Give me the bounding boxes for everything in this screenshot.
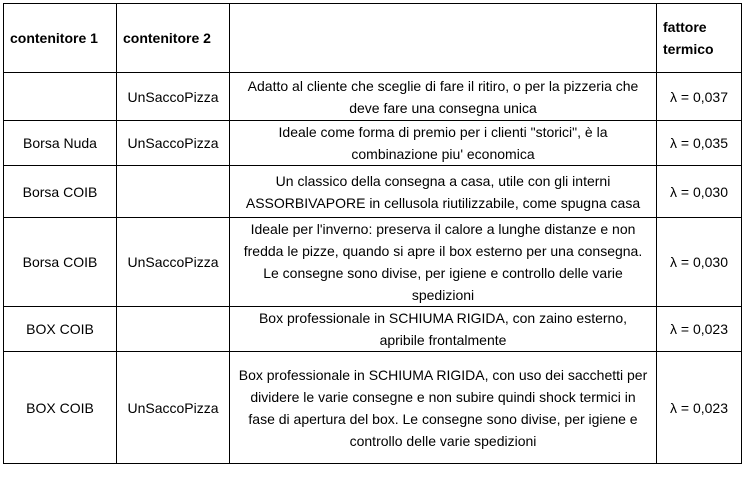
header-descrizione — [230, 4, 657, 73]
cell-fattore-termico: λ = 0,037 — [657, 73, 742, 121]
cell-contenitore-2 — [117, 166, 230, 218]
table-row — [4, 218, 742, 307]
cell-contenitore-2: UnSaccoPizza — [117, 121, 230, 166]
cell-descrizione: Ideale come forma di premio per i clienti "storici", è la combinazione piu' economica — [230, 121, 657, 166]
cell-fattore-termico: λ = 0,030 — [657, 218, 742, 307]
header-row — [4, 4, 742, 73]
cell-fattore-termico: λ = 0,023 — [657, 352, 742, 464]
cell-contenitore-1: Borsa COIB — [4, 166, 117, 218]
header-fattore-termico: fattore termico — [657, 4, 742, 73]
cell-contenitore-1: Borsa Nuda — [4, 121, 117, 166]
cell-contenitore-1: BOX COIB — [4, 307, 117, 352]
cell-contenitore-1 — [4, 73, 117, 121]
cell-descrizione: Box professionale in SCHIUMA RIGIDA, con zaino esterno, apribile frontalmente — [230, 307, 657, 352]
cell-fattore-termico: λ = 0,035 — [657, 121, 742, 166]
header-contenitore-1: contenitore 1 — [4, 4, 117, 73]
cell-contenitore-1: Borsa COIB — [4, 218, 117, 307]
cell-contenitore-2: UnSaccoPizza — [117, 352, 230, 464]
cell-contenitore-2: UnSaccoPizza — [117, 73, 230, 121]
cell-contenitore-2 — [117, 307, 230, 352]
cell-descrizione: Ideale per l'inverno: preserva il calore a lunghe distanze e non fredda le pizze, quando si apre il box esterno per una consegna. Le consegne sono divise, per igiene e controllo delle varie spedizioni — [230, 218, 657, 307]
cell-descrizione: Adatto al cliente che sceglie di fare il ritiro, o per la pizzeria che deve fare una consegna unica — [230, 73, 657, 121]
cell-descrizione: Un classico della consegna a casa, utile con gli interni ASSORBIVAPORE in cellusola riutilizzabile, come spugna casa — [230, 166, 657, 218]
table-row — [4, 121, 742, 166]
table-row — [4, 352, 742, 464]
cell-descrizione: Box professionale in SCHIUMA RIGIDA, con uso dei sacchetti per dividere le varie consegne e non subire quindi shock termici in fase di apertura del box. Le consegne sono divise, per igiene e controllo delle varie spedizioni — [230, 352, 657, 464]
cell-fattore-termico: λ = 0,023 — [657, 307, 742, 352]
header-contenitore-2: contenitore 2 — [117, 4, 230, 73]
table-row — [4, 307, 742, 352]
cell-contenitore-2: UnSaccoPizza — [117, 218, 230, 307]
table-row — [4, 166, 742, 218]
container-comparison-table — [3, 3, 742, 464]
table-row — [4, 73, 742, 121]
cell-fattore-termico: λ = 0,030 — [657, 166, 742, 218]
cell-contenitore-1: BOX COIB — [4, 352, 117, 464]
